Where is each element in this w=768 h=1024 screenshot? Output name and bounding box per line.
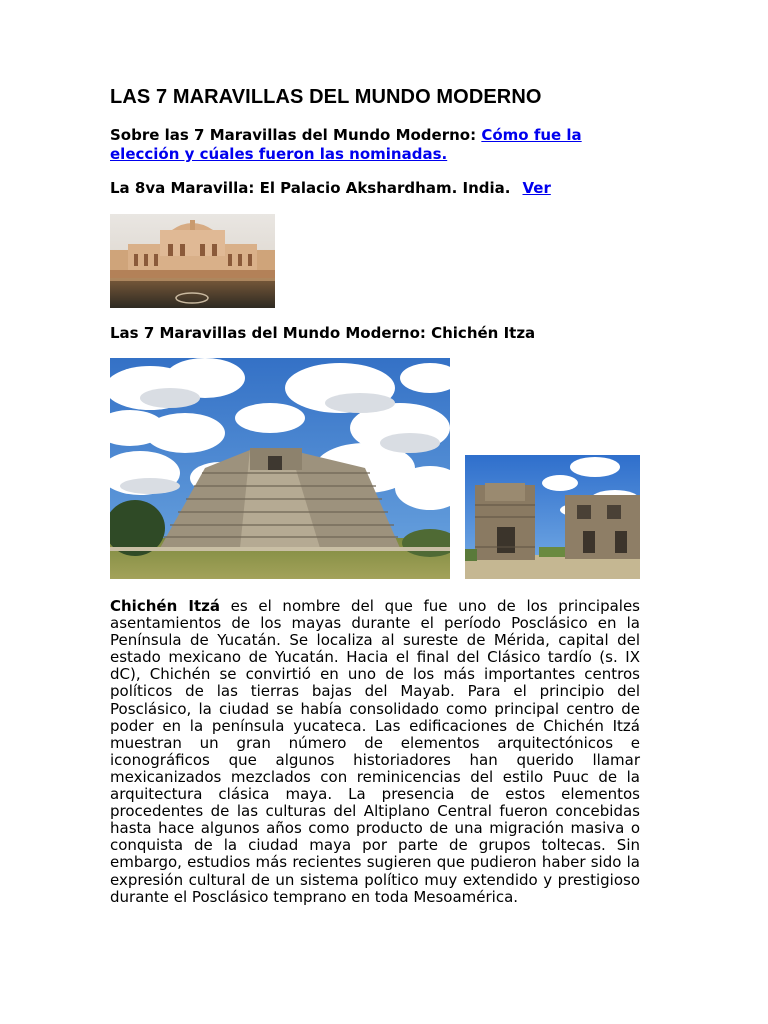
ver-link[interactable]: Ver: [522, 179, 551, 197]
article-text: es el nombre del que fue uno de los principales asentamientos de los mayas durante el período Posclásico en la Península de Yucatán. Se localiza al sureste de Mérida, capital del estado mexicano de Yucatán. Hacia el final del Clásico tardío (s. IX dC), Chichén se convirtió en uno de los más importantes centros políticos de las tierras bajas del Mayab. Para el principio del Posclásico, la ciudad se había consolidado como principal centro de poder en la península yucateca. Las edificaciones de Chichén Itzá muestran un gran número de elementos arquitectónicos e iconográficos que algunos historiadores han querido llamar mexicanizados mezclados con reminicencias del estilo Puuc de la arquitectura clásica maya. La presencia de estos elementos procedentes de las culturas del Altiplano Central fueron concebidas hasta hace algunos años como producto de una migración masiva o conquista de la ciudad maya por parte de grupos toltecas. Sin embargo, estudios más recientes sugieren que pudieron haber sido la expresión cultural de un sistema político muy extendido y prestigioso durante el Posclásico temprano en toda Mesoamérica.: [110, 597, 640, 906]
page-title: LAS 7 MARAVILLAS DEL MUNDO MODERNO: [110, 86, 542, 108]
article-body: [110, 598, 640, 906]
nominations-link[interactable]: Cómo fue la elección y cúales fueron las nominadas.: [110, 126, 582, 163]
intro-paragraph: [110, 126, 642, 164]
section-title: Las 7 Maravillas del Mundo Moderno: Chichén Itza: [110, 324, 536, 342]
chichen-itza-ruins-image[interactable]: [465, 455, 640, 579]
chichen-itza-pyramid-image[interactable]: [110, 358, 450, 579]
article-subject: Chichén Itzá: [110, 597, 220, 615]
eighth-wonder-paragraph: [110, 179, 551, 198]
akshardham-palace-image[interactable]: [110, 214, 275, 308]
eighth-wonder-text: La 8va Maravilla: El Palacio Akshardham. India.: [110, 179, 511, 197]
intro-text: Sobre las 7 Maravillas del Mundo Moderno:: [110, 126, 477, 144]
